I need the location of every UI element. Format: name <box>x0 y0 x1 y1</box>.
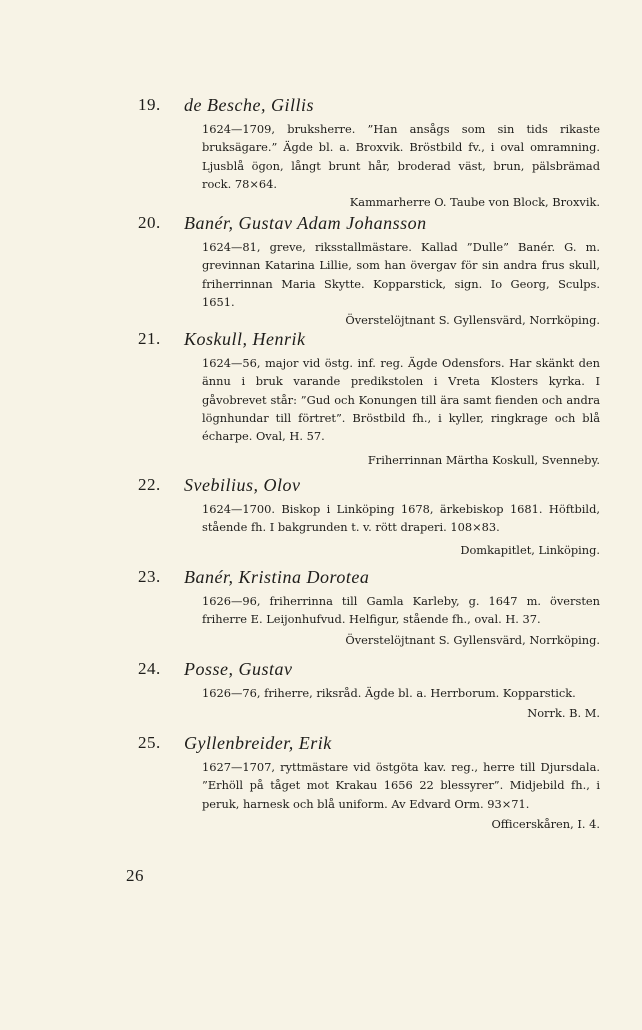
entry-heading <box>138 732 600 758</box>
entry-number: 25. <box>138 733 161 752</box>
entry-description: 1624—56, major vid östg. inf. reg. Ägde Odensfors. Har skänkt den ännu i bruk varande predikstolen i Vreta Klosters kyrka. I gåvobrevet står: ”Gud och Konungen till ära samt fienden och andra lögnhundar till förtret”. Bröstbild fh., i kyller, ringkrage och blå écharpe. Oval, H. 57. <box>202 356 600 444</box>
entry-description: 1624—1700. Biskop i Linköping 1678, ärkebiskop 1681. Höftbild, stående fh. I bakgrunden t. v. rött draperi. 108×83. <box>202 502 600 535</box>
entry-number: 24. <box>138 659 161 678</box>
entry-name: Banér, Kristina Dorotea <box>184 567 370 587</box>
entry-name: Svebilius, Olov <box>184 475 301 495</box>
entry-owner: Officerskåren, I. 4. <box>491 816 600 831</box>
entry-owner: Kammarherre O. Taube von Block, Broxvik. <box>349 195 600 210</box>
entry-heading <box>138 94 600 120</box>
entry-name: Posse, Gustav <box>184 659 293 679</box>
entry-name: Koskull, Henrik <box>184 329 306 349</box>
entry-name: de Besche, Gillis <box>184 95 314 115</box>
entry-description: 1627—1707, ryttmästare vid östgöta kav. reg., herre till Djursdala. ”Erhöll på tåget mot Krakau 1656 22 blessyrer”. Midjebild fh., i peruk, harnesk och blå uniform. Av Edvard Orm. 93×71. <box>202 760 600 811</box>
entry-description: 1626—76, friherre, riksråd. Ägde bl. a. Herrborum. Kopparstick. <box>202 686 576 700</box>
entry-description: 1624—81, greve, riksstallmästare. Kallad ”Dulle” Banér. G. m. grevinnan Katarina Lillie, som han övergav för sin andra frus skull, friherrinnan Maria Skytte. Kopparstick, sign. Io Georg, Sculps. 1651. <box>202 240 600 309</box>
entry-description: 1626—96, friherrinna till Gamla Karleby, g. 1647 m. översten friherre E. Leijonhufvud. Helfigur, stående fh., oval. H. 37. <box>202 594 600 627</box>
entry-name: Gyllenbreider, Erik <box>184 733 332 753</box>
entry-name: Banér, Gustav Adam Johansson <box>184 213 427 233</box>
entry-24 <box>138 658 600 723</box>
entry-22 <box>138 474 600 559</box>
entry-20 <box>138 212 600 329</box>
entry-heading <box>138 474 600 500</box>
entry-number: 21. <box>138 329 161 348</box>
entry-description: 1624—1709, bruksherre. ”Han ansågs som sin tids rikaste bruksägare.” Ägde bl. a. Broxvik. Bröstbild fv., i oval omramning. Ljusblå ögon, långt brunt hår, broderad väst, brun, pälsbrämad rock. 78×64. <box>202 122 600 191</box>
entry-19 <box>138 94 600 211</box>
entry-owner: Friherrinnan Märtha Koskull, Svenneby. <box>367 453 600 468</box>
page-number: 26 <box>126 866 144 885</box>
entry-heading <box>138 658 600 684</box>
entry-heading <box>138 328 600 354</box>
entry-number: 23. <box>138 567 161 586</box>
entry-number: 19. <box>138 95 161 114</box>
entry-number: 20. <box>138 213 161 232</box>
entry-owner: Överstelöjtnant S. Gyllensvärd, Norrköping. <box>345 313 600 328</box>
entry-23 <box>138 566 600 649</box>
entry-heading <box>138 212 600 238</box>
entry-heading <box>138 566 600 592</box>
entry-owner: Norrk. B. M. <box>527 706 600 721</box>
entry-25 <box>138 732 600 833</box>
entry-number: 22. <box>138 475 161 494</box>
entry-owner: Överstelöjtnant S. Gyllensvärd, Norrköping. <box>345 632 600 647</box>
entry-owner: Domkapitlet, Linköping. <box>460 542 600 557</box>
entry-21 <box>138 328 600 470</box>
